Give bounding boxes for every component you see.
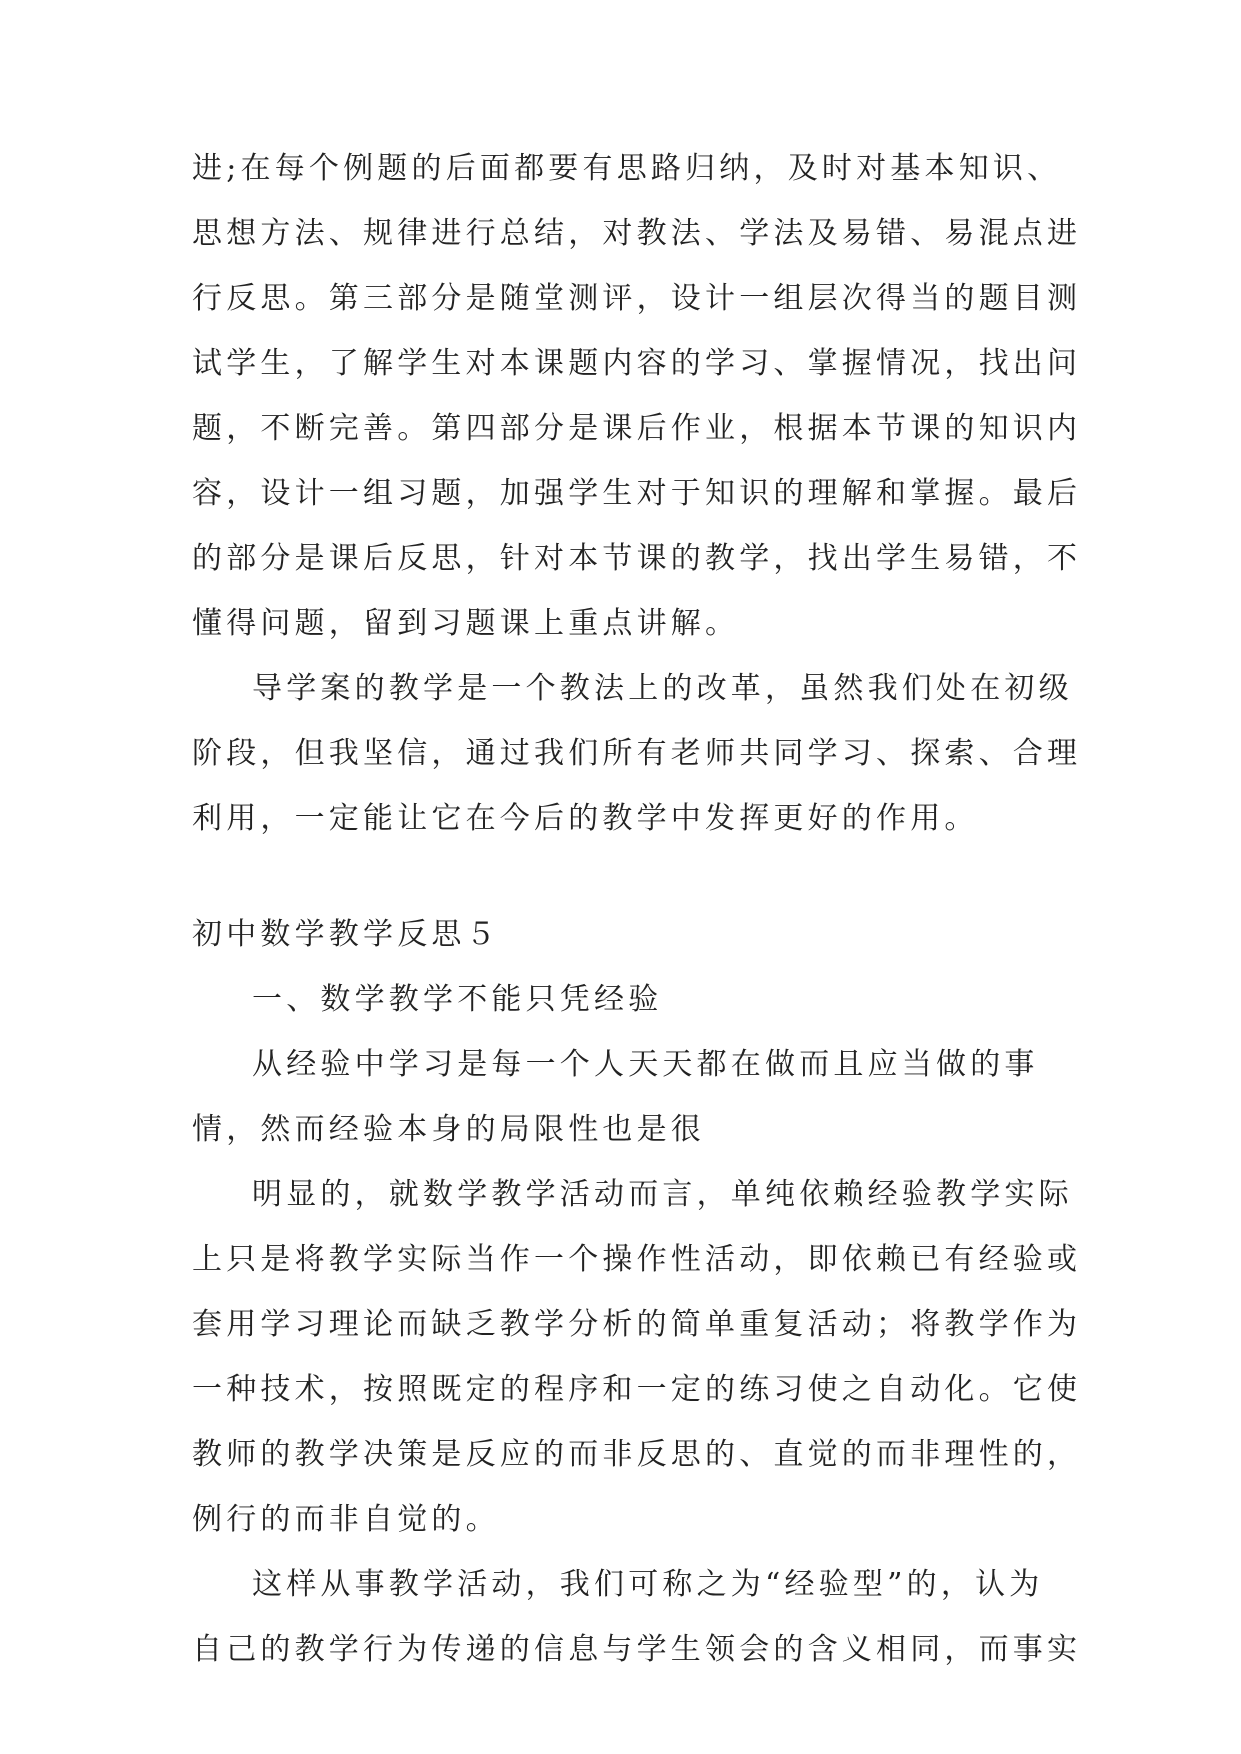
paragraph-first-line: 这样从事教学活动，我们可称之为“经验型”的，认为 (252, 1567, 1044, 1602)
text-line: 一种技术，按照既定的程序和一定的练习使之自动化。它使 (192, 1372, 1082, 1407)
text-line: 自己的教学行为传递的信息与学生领会的含义相同，而事实 (192, 1632, 1082, 1667)
text-line: 的部分是课后反思，针对本节课的教学，找出学生易错，不 (192, 541, 1082, 576)
text-line: 进;在每个例题的后面都要有思路归纳，及时对基本知识、 (192, 151, 1062, 186)
text-line: 思想方法、规律进行总结，对教法、学法及易错、易混点进 (192, 216, 1082, 251)
text-line: 阶段，但我坚信，通过我们所有老师共同学习、探索、合理 (192, 736, 1082, 771)
text-line: 套用学习理论而缺乏教学分析的简单重复活动；将教学作为 (192, 1307, 1082, 1342)
section-title: 初中数学教学反思５ (192, 917, 500, 952)
text-line: 容，设计一组习题，加强学生对于知识的理解和掌握。最后 (192, 476, 1082, 511)
text-line: 利用，一定能让它在今后的教学中发挥更好的作用。 (192, 801, 979, 836)
text-line: 行反思。第三部分是随堂测评，设计一组层次得当的题目测 (192, 281, 1082, 316)
subheading: 一、数学教学不能只凭经验 (252, 982, 663, 1017)
paragraph-first-line: 从经验中学习是每一个人天天都在做而且应当做的事 (252, 1047, 1039, 1082)
text-line: 例行的而非自觉的。 (192, 1502, 500, 1537)
text-line: 试学生，了解学生对本课题内容的学习、掌握情况，找出问 (192, 346, 1082, 381)
text-line: 上只是将教学实际当作一个操作性活动，即依赖已有经验或 (192, 1242, 1082, 1277)
paragraph-first-line: 导学案的教学是一个教法上的改革，虽然我们处在初级 (252, 671, 1073, 706)
text-line: 懂得问题，留到习题课上重点讲解。 (192, 606, 740, 641)
paragraph-first-line: 明显的，就数学教学活动而言，单纯依赖经验教学实际 (252, 1177, 1073, 1212)
text-line: 情，然而经验本身的局限性也是很 (192, 1112, 705, 1147)
text-line: 教师的教学决策是反应的而非反思的、直觉的而非理性的， (192, 1437, 1082, 1472)
text-line: 题，不断完善。第四部分是课后作业，根据本节课的知识内 (192, 411, 1082, 446)
